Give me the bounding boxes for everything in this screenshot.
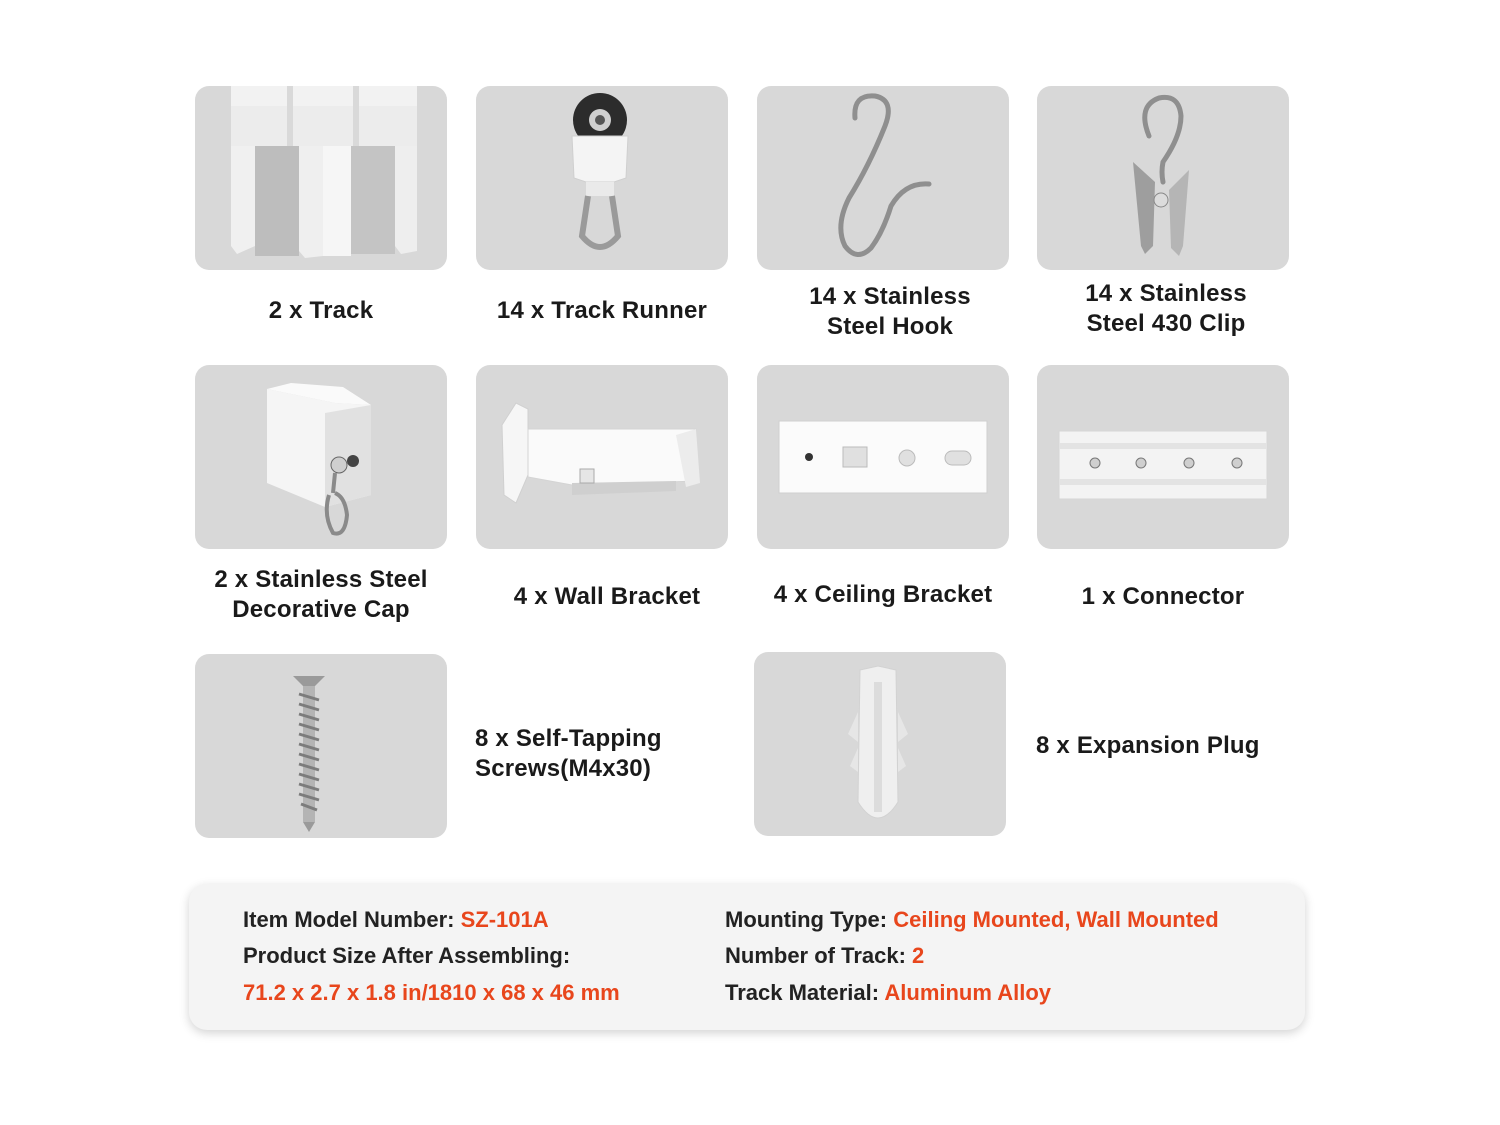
item-label: 14 x Track Runner: [496, 297, 708, 324]
item-label: 2 x Track: [268, 297, 374, 324]
model-number: Item Model Number: SZ-101A: [243, 907, 549, 932]
track-runner-icon: [476, 86, 728, 270]
expansion-plug-icon: [754, 652, 1006, 836]
item-label: 14 x Stainless Steel 430 Clip: [1085, 280, 1247, 337]
product-size-label: Product Size After Assembling:: [243, 943, 571, 968]
ceiling-bracket-tile: [757, 365, 1009, 549]
item-label: 14 x Stainless Steel Hook: [809, 283, 971, 340]
track-icon: [195, 86, 447, 270]
ceiling-bracket-icon: [757, 365, 1009, 549]
expansion-plug-tile: [754, 652, 1006, 836]
item-label: 1 x Connector: [1081, 583, 1245, 610]
screw-icon: [195, 654, 447, 838]
decorative-cap-icon: [195, 365, 447, 549]
item-label: 4 x Wall Bracket: [513, 583, 701, 610]
track-material: Track Material: Aluminum Alloy: [725, 980, 1052, 1005]
number-of-track: Number of Track: 2: [725, 943, 925, 968]
decorative-cap-tile: [195, 365, 447, 549]
clip-tile: [1037, 86, 1289, 270]
item-label: 8 x Expansion Plug: [1036, 732, 1260, 759]
track-runner-tile: [476, 86, 728, 270]
product-size-value: 71.2 x 2.7 x 1.8 in/1810 x 68 x 46 mm: [243, 980, 620, 1005]
mounting-type: Mounting Type: Ceiling Mounted, Wall Mounted: [725, 907, 1219, 932]
item-label: 2 x Stainless Steel Decorative Cap: [214, 566, 428, 623]
screw-tile: [195, 654, 447, 838]
connector-tile: [1037, 365, 1289, 549]
item-label: 8 x Self-Tapping Screws(M4x30): [475, 725, 662, 782]
wall-bracket-tile: [476, 365, 728, 549]
connector-icon: [1037, 365, 1289, 549]
track-tile: [195, 86, 447, 270]
clip-icon: [1037, 86, 1289, 270]
wall-bracket-icon: [476, 365, 728, 549]
item-label: 4 x Ceiling Bracket: [773, 581, 993, 608]
s-hook-icon: [757, 86, 1009, 270]
s-hook-tile: [757, 86, 1009, 270]
